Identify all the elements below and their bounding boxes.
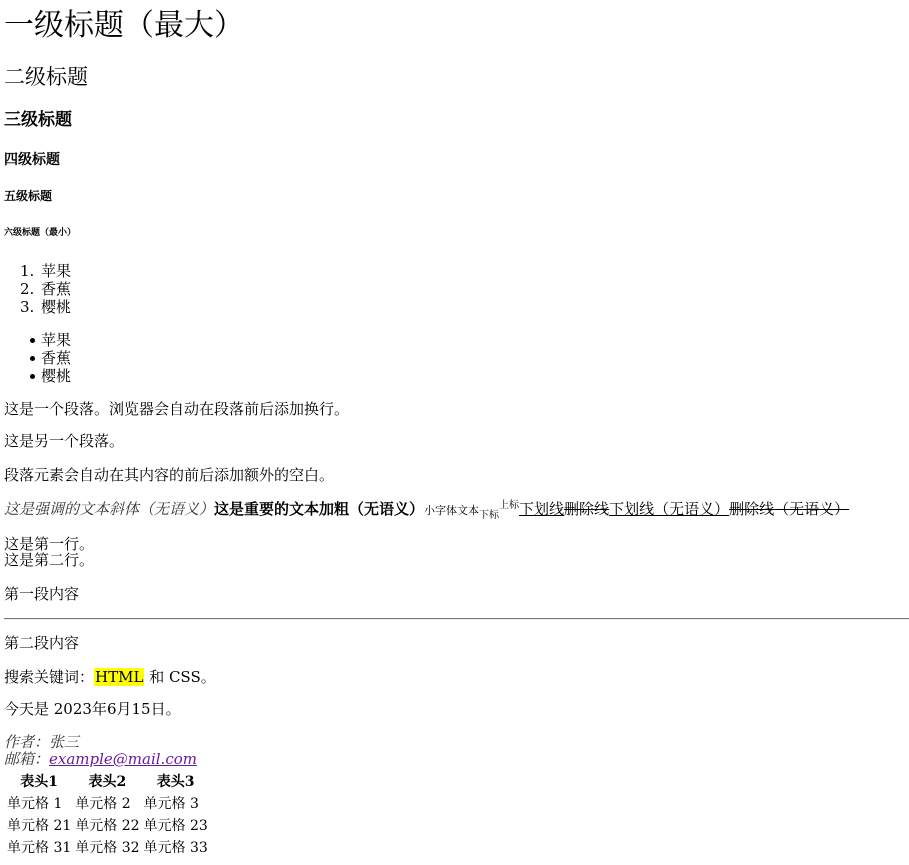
email-link[interactable]: example@mail.com	[49, 750, 197, 768]
table-cell: 单元格 33	[143, 840, 208, 856]
superscript-text: 上标	[499, 500, 520, 511]
section-second: 第二段内容	[4, 634, 80, 652]
line-two: 这是第二行。	[4, 551, 95, 569]
heading-2: 二级标题	[4, 65, 88, 89]
table-cell: 单元格 3	[143, 796, 199, 812]
search-suffix: 和 CSS。	[144, 668, 216, 686]
strikethrough-text-2: 删除线（无语义）	[729, 500, 850, 518]
table-cell: 单元格 1	[7, 796, 63, 812]
list-item-label: 苹果	[41, 331, 72, 349]
table-cell: 单元格 23	[143, 818, 208, 834]
table-cell: 单元格 32	[75, 840, 140, 856]
ordered-list	[4, 262, 71, 316]
heading-4: 四级标题	[4, 152, 60, 168]
heading-6: 六级标题（最小）	[4, 228, 77, 238]
table-cell: 单元格 31	[7, 840, 72, 856]
search-keywords-line	[4, 668, 216, 686]
list-item	[4, 262, 71, 280]
table-header-cell: 表头3	[156, 774, 195, 790]
list-marker: 2.	[20, 280, 35, 298]
underline-text: 下划线	[519, 500, 565, 518]
bullet-icon	[30, 356, 35, 361]
email-label: 邮箱：	[4, 750, 50, 768]
paragraph: 这是另一个段落。	[4, 432, 125, 450]
heading-1: 一级标题（最大）	[4, 8, 244, 43]
heading-5: 五级标题	[4, 189, 53, 203]
bullet-icon	[30, 338, 35, 343]
search-prefix: 搜索关键词：	[4, 668, 95, 686]
table-cell: 单元格 21	[7, 818, 72, 834]
list-item	[4, 280, 71, 298]
list-item-label: 香蕉	[41, 349, 72, 367]
table-row	[6, 816, 209, 836]
paragraph: 这是一个段落。浏览器会自动在段落前后添加换行。	[4, 400, 350, 418]
table-row	[6, 838, 209, 858]
list-item	[4, 367, 71, 385]
paragraph: 段落元素会自动在其内容的前后添加额外的空白。	[4, 466, 335, 484]
unordered-list	[4, 331, 71, 385]
highlighted-keyword: HTML	[95, 668, 144, 686]
list-item-label: 樱桃	[41, 298, 72, 316]
strikethrough-text: 删除线	[564, 500, 610, 518]
list-item	[4, 298, 71, 316]
date-line: 今天是 2023年6月15日。	[4, 700, 181, 718]
table-cell: 单元格 22	[75, 818, 140, 834]
table-row	[6, 794, 209, 814]
list-item-label: 樱桃	[41, 367, 72, 385]
list-item-label: 苹果	[41, 262, 72, 280]
small-text: 小字体文本	[424, 504, 480, 517]
inline-formatting-row	[4, 500, 849, 521]
emphasis-text: 这是强调的文本斜体（无语义）	[4, 500, 215, 518]
list-marker: 3.	[20, 298, 35, 316]
line-one: 这是第一行。	[4, 535, 95, 553]
list-marker: 1.	[20, 262, 35, 280]
table-header-cell: 表头1	[20, 774, 58, 790]
section-first: 第一段内容	[4, 585, 80, 603]
strong-text: 这是重要的文本加粗（无语义）	[214, 500, 425, 518]
heading-3: 三级标题	[4, 110, 72, 130]
subscript-text: 下标	[479, 510, 500, 521]
address-email-line	[4, 750, 197, 768]
list-item	[4, 331, 71, 349]
data-table	[4, 770, 211, 860]
list-item-label: 香蕉	[41, 280, 72, 298]
table-header-cell: 表头2	[88, 774, 127, 790]
bullet-icon	[30, 374, 35, 379]
table-cell: 单元格 2	[75, 796, 131, 812]
list-item	[4, 349, 71, 367]
horizontal-rule	[4, 618, 909, 620]
table-header-row	[6, 772, 209, 792]
address-author: 作者：张三	[4, 733, 80, 751]
underline-text-2: 下划线（无语义）	[609, 500, 730, 518]
